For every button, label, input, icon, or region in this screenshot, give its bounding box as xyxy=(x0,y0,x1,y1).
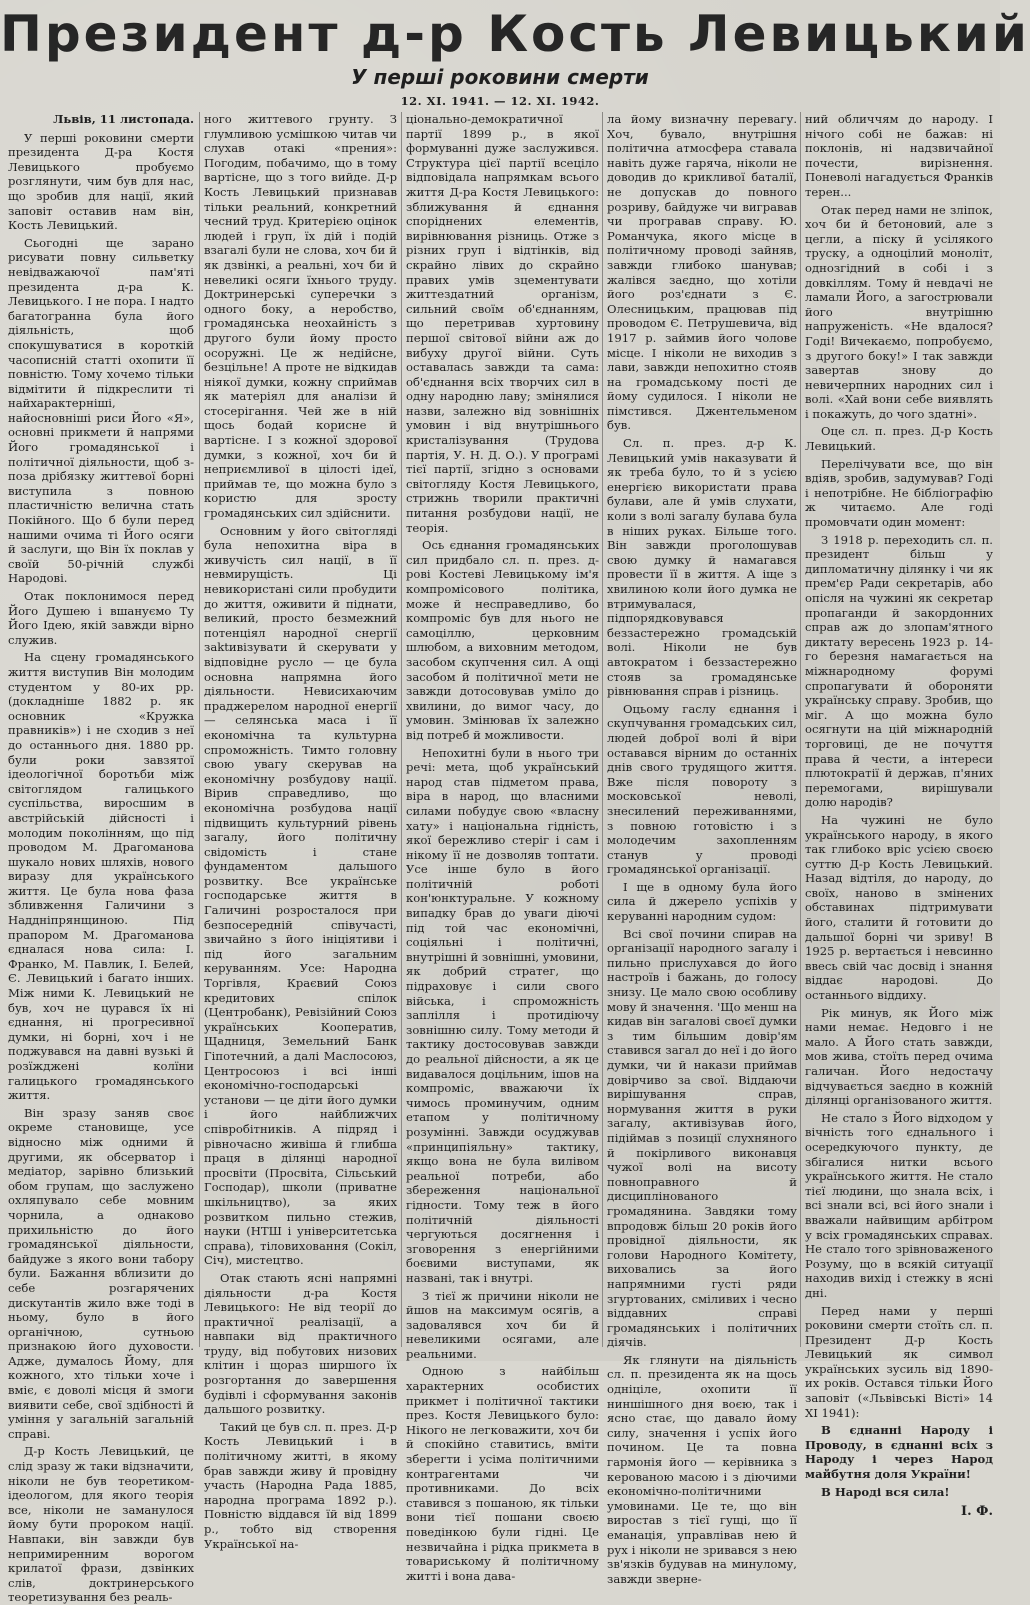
column-divider xyxy=(602,112,603,1347)
author-signature: І. Ф. xyxy=(961,1504,993,1520)
place-date: Львів, 11 листопада. xyxy=(53,112,194,126)
paragraph: Д-р Кость Левицький, це слід зразу ж таки відзначити, ніколи не був теоретиком-ідеологом, для якого теорія все, ніколи не заманулося йому бути пророком нації. Навпаки, він завжди був непримиренним ворогом крилатої фрази, дзвінких слів, доктринерського теоретизування без реаль- xyxy=(8,1444,194,1605)
paragraph: З 1918 р. переходить сл. п. президент більш у дипломатичну ділянку і чи як прем'єр Ради секретарів, або опісля на чужині як секретар пропаганди й закордонних справ аж до злопам'ятного диктату вересень 1923 р. 14-го березня намагається на міжнародному форумі спропагувати й обороняти українську справу. Зробив, що міг. А що можна було осягнути на цій міжнародній торговиці, де не почуття права й чести, а інтереси плютократії й держав, п'яних перемогами, вирішували долю народів? xyxy=(805,532,993,810)
paragraph: ла йому визначну перевагу. Хоч, бувало, внутрішня політична атмосфера ставала навіть дуже гаряча, ніколи не доводив до крикливої баталії, не допускав до повного розриву, байдуже чи вигравав чи програвав справу. Ю. Романчука, якого місце в політичному проводі зайняв, завжди глибоко шанував; жалівся заєдно, що хотіли його роз'єднати з Є. Олесницьким, працював під проводом Є. Петрушевича, від 1917 р. займив його чолове місце. І ніколи не виходив з лави, завжди непохитно стояв на громадському пості де йому судилося. І ніколи не пімстився. Джентельменом був. xyxy=(607,112,797,433)
paragraph: Отак перед нами не зліпок, хоч би й бетоновий, але з цегли, а піску й усілякого труску, а одноцілий моноліт, однозгідний в собі і з довкіллям. Тому й невдачі не ламали Його, а загострювали його внутрішню напруженість. «Не вдалося? Годі! Вичекаємо, попробуємо, з другого боку!» І так завжди завертав знову до невичерпних народних сил і волі. «Хай вони себе виявлять і покажуть, до чого здатні». xyxy=(805,202,993,421)
paragraph: Такий це був сл. п. през. Д-р Кость Левицький і в політичному житті, в якому брав завжди живу й провідну участь (Народна Рада 1885, народна програма 1892 р.). Повністю віддався їй від 1899 р., тобто від створення Української на- xyxy=(204,1419,397,1551)
article-headline: Президент д-р Кость Левицький xyxy=(0,5,1030,63)
paragraph: Не стало з Його відходом у вічність того єднального і осередкуючого пункту, де збігалися нитки всього українського життя. Не стало тієї людини, що знала всіх, і всі знали всі, всі його знали і вважали найвищим арбітром у всіх громадянських справах. Не стало того зрівноваженого Розуму, що в всякій ситуації находив вихід і стежку в ясні дні. xyxy=(805,1110,993,1300)
text-column-5 xyxy=(805,112,993,1520)
paragraph: Основним у його світогляді була непохитна віра в живучість сил нації, в її невмирущість. Ці невикористані сили пробудити до життя, оживити й піднати, великий, просто безмежний потенціял народної снергії заktивізувати й скерувати у відповідне русло — це була основна напрямна його діяльности. Невисихаючим праджерелом народної енергії — селянська маса і її економічна та культурна спроможність. Тимто головну свою увагу скерував на економічну розбудову нації. Вірив справедливо, що економічна розбудова нації підвищить культурний рівень загалу, його політичну свідомість і стане фундаментом дальшого розвитку. Все українське господарське життя в Галичині розросталося при безпосередній співучасті, звичайно з його ініціятиви і під його загальним керуванням. Усе: Народна Торгівля, Краєвий Союз кредитових спілок (Центробанк), Ревізійний Союз українських Кооператив, Щадниця, Земельний Банк Гіпотечний, а далі Маслосоюз, Центросоюз і всі інші економічно-господарські установи — це діти його думки і його найближчих співробітників. А підряд і рівночасно живіша й глибша праця в ділянці народної просвіти (Просвіта, Сільський Господар), школи (приватне шкільництво), за яких розвитком пильно стежив, науки (НТШ і університетська справа), тіловиховання (Сокіл, Січ), мистецтво. xyxy=(204,523,397,1268)
paragraph: ціонально-демократичної партії 1899 р., в якої формуванні дуже заслужився. Структура цієї партії всецілo відповідала напрямкам всього життя Д-ра Костя Левицького: зближування й єднання споріднених елементів, вирівнювання різниць. Отже з різних груп і відтінків, від скрайно лівих до скрайно правих умів зцементувати життездатний організм, сильний своїм об'єднанням, що перетривав хуртовину першої світової війни аж до вибуху другої війни. Суть оставалась завжди та сама: об'єднання всіх творчих сил в одну народню лаву; змінялися назви, залежно від зовнішніх умовин і від внутрішнього кристалізування (Трудова партія, У. Н. Д. О.). У програмі тієї партії, згідно з основами світогляду Костя Левицького, стрижнь творили практичні питання розбудови нації, не теорія. xyxy=(406,112,599,535)
paragraph: Перелічувати все, що він вдіяв, зробив, задумував? Годі і непотрібне. Не бібліографію ж читаємо. Але годі промовчати один момент: xyxy=(805,456,993,530)
column-divider xyxy=(401,112,402,1347)
paragraph: Перед нами у перші роковини смерти стоїть сл. п. Президент Д-р Кость Левицький як символ українських зусиль від 1890-их років. Остався тільки Його заповіт («Львівські Вісті» 14 XI 1941): xyxy=(805,1303,993,1420)
paragraph: Як глянути на діяльність сл. п. президента як на щось одніцілe, охопити її ниншішного дня воєю, так і ясно стає, що давало йому силу, значення і успіх його почином. Це та повна гармонія його — керівника з керованою масою і з діючими економічно-політичними умовинами. Це те, що він виростав з тієї гущі, що її еманація, управлівав нею й рух і ніколи не зривався з нею зв'язків будував на минулому, завжди зверне- xyxy=(607,1352,797,1586)
article-subtitle: У перші роковини смерти xyxy=(351,65,649,89)
text-column-4 xyxy=(607,112,797,1586)
paragraph: У перші роковини смерти президента Д-ра Костя Левицького пробуємо розглянути, чим був для нас, що зробив для нації, який заповіт оставив нам він, Кость Левицький. xyxy=(8,130,194,233)
paragraph: Ось єднання громадянських сил придбало сл. п. през. д-рові Костеві Левицькому ім'я компромісового політика, може й несправедливо, бо компроміс був для нього не самоціллю, церковним шлюбом, а виховним методом, засобом скупчення сил. А ощі засобом й політичної мети не завжди дотосовував умілo до хвилини, до вимог часу, до умовин. Змінював їх залежно від потреб й можливости. xyxy=(406,538,599,742)
column-divider xyxy=(199,112,200,1347)
paragraph: Рік минув, як Його між нами немає. Недовго і не мало. А Його стать завжди, мов жива, стоїть перед очима галичан. Його недостачу відчувається заєдно в кожній ділянці організованого життя. xyxy=(805,1005,993,1108)
paragraph: З тієї ж причини ніколи не йшов на максимум осягів, а задовалявся хоч би й невеликими осягами, але реальними. xyxy=(406,1288,599,1361)
paragraph: Сьогодні ще зарано рисувати повну сильветку невідважаючої пам'яті президента д-ра К. Левицького. І не пора. І надто багатогранна була його діяльність, щоб спокушуватися в короткій часописній статті охопити її повністю. Тому хочемо тільки відмітити й підкреслити ті найхарактерніші, найосновніші риси Його «Я», основні прикмети й напрями Його громадянської і політичної діяльности, щоб з-поза дрібязку життевої борні виступила з повною пластичністю велична стать Покійного. Що б були перед нашими очима ті Його осяги й заслуги, що Він їх поклав у своїй 50-річній службі Народові. xyxy=(8,235,194,586)
paragraph: І ще в одному була його сила й джерело успіхів у керуванні народним судом: xyxy=(607,879,797,924)
paragraph: Сл. п. през. д-р К. Левицький умів наказувати й як треба було, то й з усією енергією використати права булави, але й умів слухати, коли з волі загалу булава була в ніших руках. Більше того. Він завжди проголошував свою думку й намагався провести її в життя. А іще з хвилиною коли його думка не втримувалася, підпорядковувався беззастережно громадській волі. Ніколи не був автократом і беззастережно стояв за громадянське рівнювання справ і різниць. xyxy=(607,436,797,699)
closing-line: В єднанні Народу і Проводу, в єднанні всіх з Народу і через Народ майбутня доля України! xyxy=(805,1423,993,1482)
text-column-2 xyxy=(204,112,397,1551)
paragraph: На чужині не було українського народу, в якого так глибоко вріс усією своєю суттю Д-р Кость Левицький. Назад відтіля, до народу, до своїх, наново в змінених обставинах підтримувати його, сталити й готовити до дальшої борні чи зриву! В 1925 р. вертається і невсинно ввесь свій час досвід і знання віддає народові. До останнього віддиху. xyxy=(805,812,993,1003)
column-divider xyxy=(800,112,801,1347)
paragraph: ний обличчям до народу. І нічого собі не бажав: ні поклонів, ні надзвичайної почести, вирізнення. Поневолі нагадується Франків терен... xyxy=(805,112,993,199)
paragraph: Оце сл. п. през. Д-р Кость Левицький. xyxy=(805,424,993,454)
paragraph: Всі свої почини спирав на організації народного загалу і пильно прислухався до його настроїв і бажань, до голосу знизу. Це мало свою особливу мову й значення. 'Що менш на кидав він загалові своєї думки з тим більшим довір'ям ставився загал до неї і до його думки, чи й накази приймав довірчиво за свої. Віддаючи вирішування справ, нормування життя в руки загалу, активізував його, підіймав з позиції слухняного й покірливого виконавця чужої волі на висоту повноправного й дисциплінованого громадянина. Завдяки тому впродовж більш 20 років його провідної діяльности, як голови Народного Комітету, виховались за його напрямними густі ряди згуртованих, сміливих і чесно віддавних справі громадянських і політичних діячів. xyxy=(607,926,797,1350)
paragraph: На сцену громадянського життя виступив Він молодим студентом у 80-их рр. (докладніше 1882 р. як основник «Кружка правників») і не сходив з неї до останнього дня. 1880 рр. були роки завзятої ідеологічної боротьби між світоглядом галицького суспільства, виросшим в австрійській дійсності і молодим поколінням, що під проводом М. Драгоманова шукало нових шляхів, нового виразу для українського життя. Це була нова фаза збливження Галичини з Наддніпрянщиною. Під прапором М. Драгоманова єдналася нова сила: І. Франко, М. Павлик, І. Белей, Є. Левицький і багато інших. Між ними К. Левицький не був, хоч не цурався їх ні єднання, ні прогресивної думки, ні борні, хоч і не поджувався на давні вузькі й розїжджені колїни галицького громадянського життя. xyxy=(8,650,194,1103)
paragraph: Отак стають ясні напрямні діяльности д-ра Костя Левицького: Не від теорії до практичної реалізації, а навпаки від практичного труду, від побутових низових клітин і щораз ширшого їх розгортання до завершення будівлі і сформування законів дальшого розвитку. xyxy=(204,1270,397,1417)
paragraph: Одною з найбільш характерних особистих прикмет і політичної тактики през. Костя Левицького було: Нікого не легковажити, хоч би й спокійно ставитись, вміти зберегти і усіма політичними контрагентами чи противниками. До всіх ставився з пошаною, як тільки вони тієї пошани своєю поведінкою були гідні. Це незвичайна і рідка прикмета в товариському й політичному житті і вона дава- xyxy=(406,1364,599,1583)
paragraph: Він зразу заняв своє окреме становище, усе відносно між одними й другими, як обсерватор і медіатор, зарівно близький обом групам, що заслужено охляпувало себе мовним чорнила, а однаково прихильністю до його громадянської діяльности, байдуже з якого вони табору були. Бажання вблизити до себе розгарячених дискутантів жило вже тоді в ньому, було в його органічною, сутньою признакою його духовости. Адже, думалось Йому, для кожного, хто тільки хоче і вміє, є доволі місця й змоги виявити себе, свої здібності й уміння у загальній загальній справі. xyxy=(8,1105,194,1441)
paragraph: Оцьому гаслу єднання і скупчування громадських сил, людей доброї волі й віри оставався вірним до останніх днів свого трудящого життя. Вже після поворотy з московської неволі, знесилений переживаннями, з повною готовістю і з молодечим захопленням станув у проводі громадянської організації. xyxy=(607,701,797,877)
closing-line: В Народі вся сила! xyxy=(821,1484,950,1499)
paragraph: Непохитні були в нього три речі: мета, щоб український народ став підметом права, віра в народ, що власними силами побудує свою «власну хату» і національна гідність, якої бережливо стеріг і сам і нікому її не дозволяв топтати. Усе інше було в його політичній роботі кон'юнктуральне. У кожному випадку брав до уваги діючі під той час економічні, соціяльні і політичні, внутрішні й зовнішні, умовини, як добрий стратег, що підраховує і сили свого війська, і спроможність заплілля і протидіючу зовнішню силу. Тому методи й тактику достосовував завжди до реальної дійсности, а як це видавалося доцільним, ішов на компроміс, вважаючи їх чимось проминучим, одним етапом у політичному розумінні. Завжди осуджував «принципіяльну» тактику, якщо вона не була вилівом реальної потреби, або збереження національної гідности. Тому теж в його політичній діяльності чергуються досягнення і зговорення з енергійними боєвими виступами, як названі, так і внутрі. xyxy=(406,745,599,1285)
article-dateline: 12. XI. 1941. — 12. XI. 1942. xyxy=(400,94,600,108)
paragraph: Отак поклонимося перед Його Душею і вшануємо Ту Його Ідею, якій завжди вірно служив. xyxy=(8,589,194,647)
text-column-3 xyxy=(406,112,599,1583)
text-column-1 xyxy=(8,112,194,1605)
paragraph: ного життевого грунту. З глумливою усмішкою читав чи слухав отакі «прения»: Погодим, побачимо, що в тому вартісне, що з того вийде. Д-р Кость Левицький признавав тільки реальний, конкретний чесний труд. Критерією оцінок людей і груп, їх дій і подій взагалі були не слова, хоч би й як дзвінкі, а реальні, хоч би й невеликі осяги їхнього труду. Доктринерські суперечки з одного боку, а неробство, громадянська неохайність з другого були йому просто осоружні. Це ж недійсне, безцільне! А проте не відкидав ніякої думки, кожну сприймав як матеріял для аналізи й стосерігання. Чей же в ній щось бодай корисне й вартісне. І з кожної здорової думки, з кожної, хоч би й неприємливої в цілості ідеї, приймав те, що можна було з користю для зросту громадянських сил здійснити. xyxy=(204,112,397,521)
